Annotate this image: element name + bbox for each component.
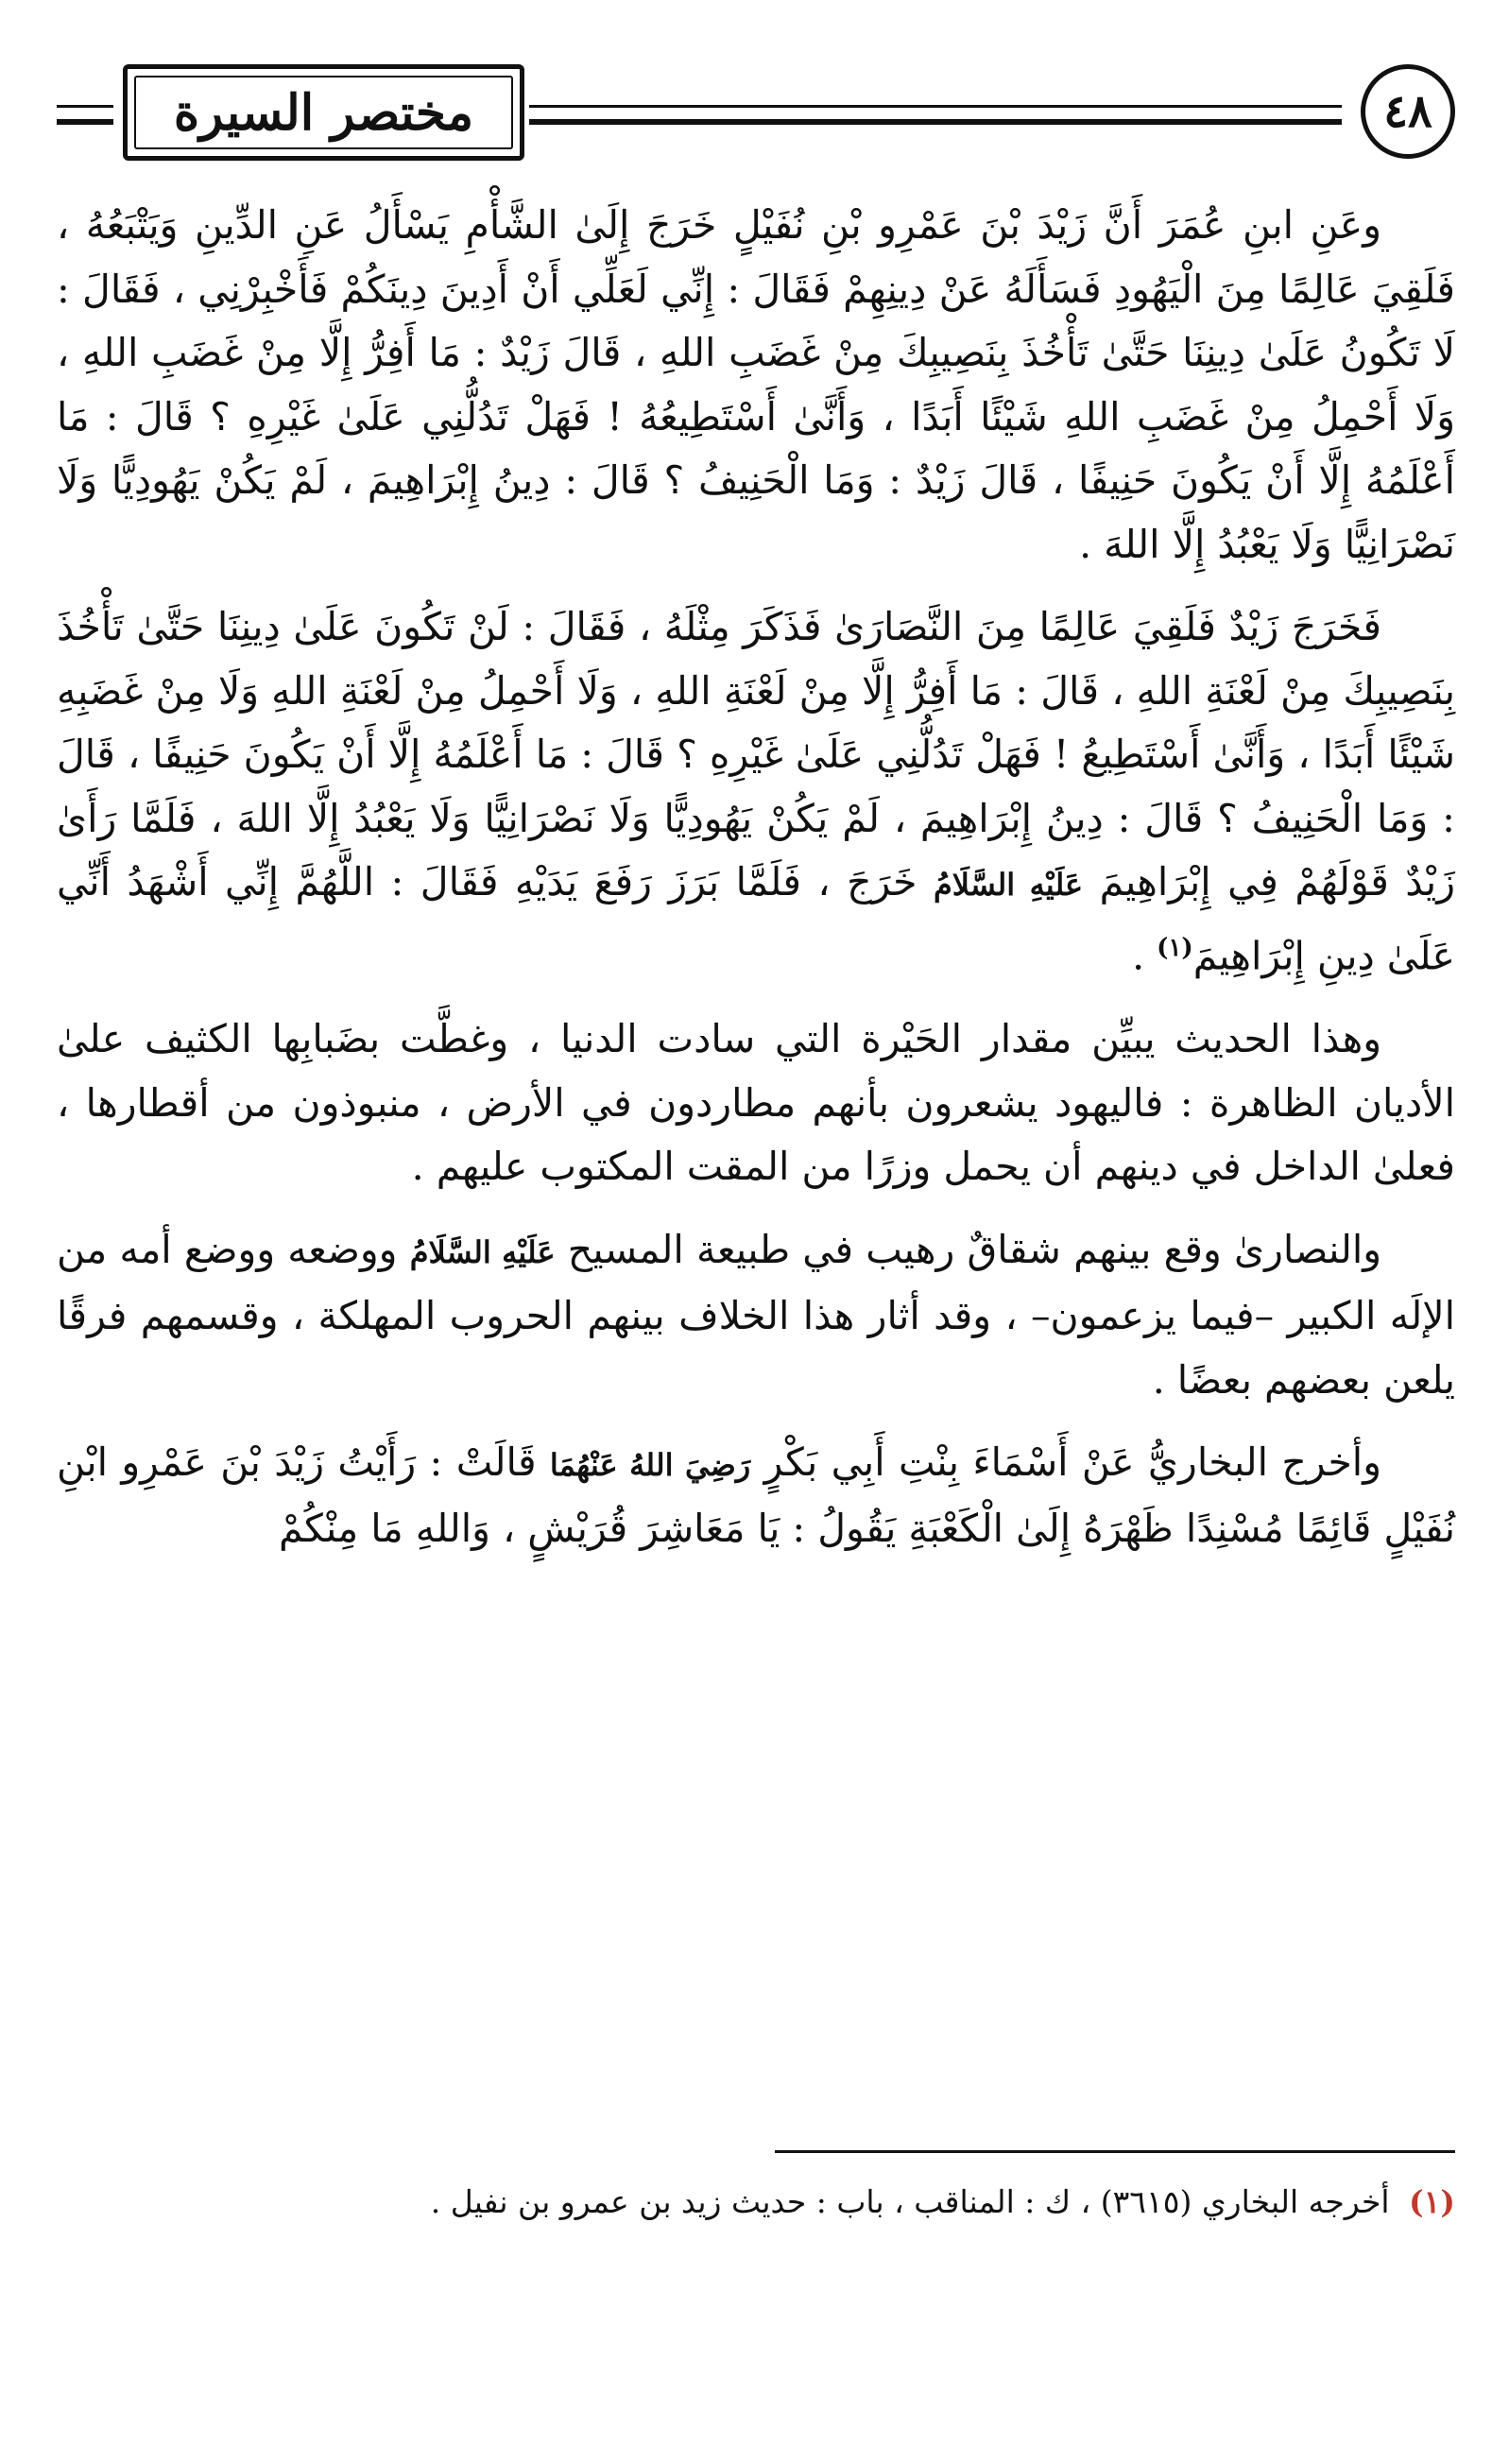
paragraph-text: ووضعه ووضع أمه من الإلَه الكبير –فيما يزعمون– ، وقد أثار هذا الخلاف بينهم الحروب المهلكة ، وقسمهم فرقًا يلعن بعضهم بعضًا .: [57, 1226, 1455, 1403]
header-rule: [529, 119, 1342, 125]
page-number: ٤٨: [1383, 85, 1432, 138]
book-title-frame: [123, 64, 524, 161]
paragraph-end: .: [1132, 933, 1157, 979]
header-rule: [57, 119, 113, 125]
paragraph-1: [57, 194, 1455, 577]
paragraph-text: خَرَجَ ، فَلَمَّا بَرَزَ رَفَعَ يَدَيْهِ فَقَالَ : اللَّهُمَّ إِنِّي أَشْهَدُ أَنِّي عَلَىٰ دِينِ إِبْرَاهِيمَ: [57, 859, 1455, 979]
honorific-glyph: عَلَيْهِ السَّلَامُ: [933, 866, 1084, 903]
footnote-number: (١): [1409, 2183, 1455, 2220]
page-header: [57, 64, 1455, 168]
paragraph-3: [57, 1008, 1455, 1199]
honorific-glyph: رَضِيَ اللهُ عَنْهُمَا: [549, 1446, 751, 1483]
paragraph-5: [57, 1431, 1455, 1561]
paragraph-4: [57, 1218, 1455, 1412]
header-rule: [529, 105, 1342, 108]
paragraph-text: والنصارىٰ وقع بينهم شقاقٌ رهيب في طبيعة المسيح: [567, 1226, 1382, 1272]
paragraph-text: وعَنِ ابنِ عُمَرَ أَنَّ زَيْدَ بْنَ عَمْرِو بْنِ نُفَيْلٍ خَرَجَ إِلَىٰ الشَّأْمِ يَسْأَلُ عَنِ الدِّينِ وَيَتْبَعُهُ ، فَلَقِيَ عَالِمًا مِنَ الْيَهُودِ فَسَأَلَهُ عَنْ دِينِهِمْ فَقَالَ : إِنِّي لَعَلِّي أَنْ أَدِينَ دِينَكُمْ فَأَخْبِرْنِي ، فَقَالَ : لَا تَكُونُ عَلَىٰ دِينِنَا حَتَّىٰ تَأْخُذَ بِنَصِيبِكَ مِنْ غَضَبِ اللهِ ، قَالَ زَيْدٌ : مَا أَفِرُّ إِلَّا مِنْ غَضَبِ اللهِ ، وَلَا أَحْمِلُ مِنْ غَضَبِ اللهِ شَيْئًا أَبَدًا ، وَأَنَّىٰ أَسْتَطِيعُهُ ! فَهَلْ تَدُلُّنِي عَلَىٰ غَيْرِهِ ؟ قَالَ : مَا أَعْلَمُهُ إِلَّا أَنْ يَكُونَ حَنِيفًا ، قَالَ زَيْدٌ : وَمَا الْحَنِيفُ ؟ قَالَ : دِينُ إِبْرَاهِيمَ ، لَمْ يَكُنْ يَهُودِيًّا وَلَا نَصْرَانِيًّا وَلَا يَعْبُدُ إِلَّا اللهَ .: [57, 202, 1455, 567]
honorific-glyph: عَلَيْهِ السَّلَامُ: [409, 1233, 556, 1270]
header-rule: [57, 105, 113, 108]
footnote-text: أخرجه البخاري (٣٦١٥) ، ك : المناقب ، باب : حديث زيد بن عمرو بن نفيل .: [430, 2183, 1390, 2220]
footnote-reference[interactable]: (١): [1157, 934, 1193, 963]
page-number-badge: [1361, 64, 1455, 159]
paragraph-2: [57, 595, 1455, 989]
page-body: [57, 194, 1455, 1580]
footnote-separator: [775, 2150, 1455, 2153]
paragraph-text: فَخَرَجَ زَيْدٌ فَلَقِيَ عَالِمًا مِنَ النَّصَارَىٰ فَذَكَرَ مِثْلَهُ ، فَقَالَ : لَنْ تَكُونَ عَلَىٰ دِينِنَا حَتَّىٰ تَأْخُذَ بِنَصِيبِكَ مِنْ لَعْنَةِ اللهِ ، قَالَ : مَا أَفِرُّ إِلَّا مِنْ لَعْنَةِ اللهِ ، وَلَا أَحْمِلُ مِنْ لَعْنَةِ اللهِ وَلَا مِنْ غَضَبِهِ شَيْئًا أَبَدًا ، وَأَنَّىٰ أَسْتَطِيعُ ! فَهَلْ تَدُلُّنِي عَلَىٰ غَيْرِهِ ؟ قَالَ : مَا أَعْلَمُهُ إِلَّا أَنْ يَكُونَ حَنِيفًا ، قَالَ : وَمَا الْحَنِيفُ ؟ قَالَ : دِينُ إِبْرَاهِيمَ ، لَمْ يَكُنْ يَهُودِيًّا وَلَا نَصْرَانِيًّا وَلَا يَعْبُدُ إِلَّا اللهَ ، فَلَمَّا رَأَىٰ زَيْدٌ قَوْلَهُمْ فِي إِبْرَاهِيمَ: [57, 604, 1455, 905]
paragraph-text: وهذا الحديث يبيِّن مقدار الحَيْرة التي سادت الدنيا ، وغطَّت بضَبابِها الكثيف علىٰ الأديان الظاهرة : فاليهود يشعرون بأنهم مطاردون في الأرض ، منبوذون من أقطارها ، فعلىٰ الداخل في دينهم أن يحمل وزرًا من المقت المكتوب عليهم .: [57, 1016, 1455, 1190]
footnote: [57, 2179, 1455, 2226]
paragraph-text: وأخرج البخاريُّ عَنْ أَسْمَاءَ بِنْتِ أَبِي بَكْرٍ: [763, 1439, 1381, 1486]
book-title: مختصر السيرة: [173, 83, 474, 142]
paragraph-text: قَالَتْ : رَأَيْتُ زَيْدَ بْنَ عَمْرِو ابْنِ نُفَيْلٍ قَائِمًا مُسْنِدًا ظَهْرَهُ إِلَىٰ الْكَعْبَةِ يَقُولُ : يَا مَعَاشِرَ قُرَيْشٍ ، وَاللهِ مَا مِنْكُمْ: [57, 1439, 1455, 1552]
